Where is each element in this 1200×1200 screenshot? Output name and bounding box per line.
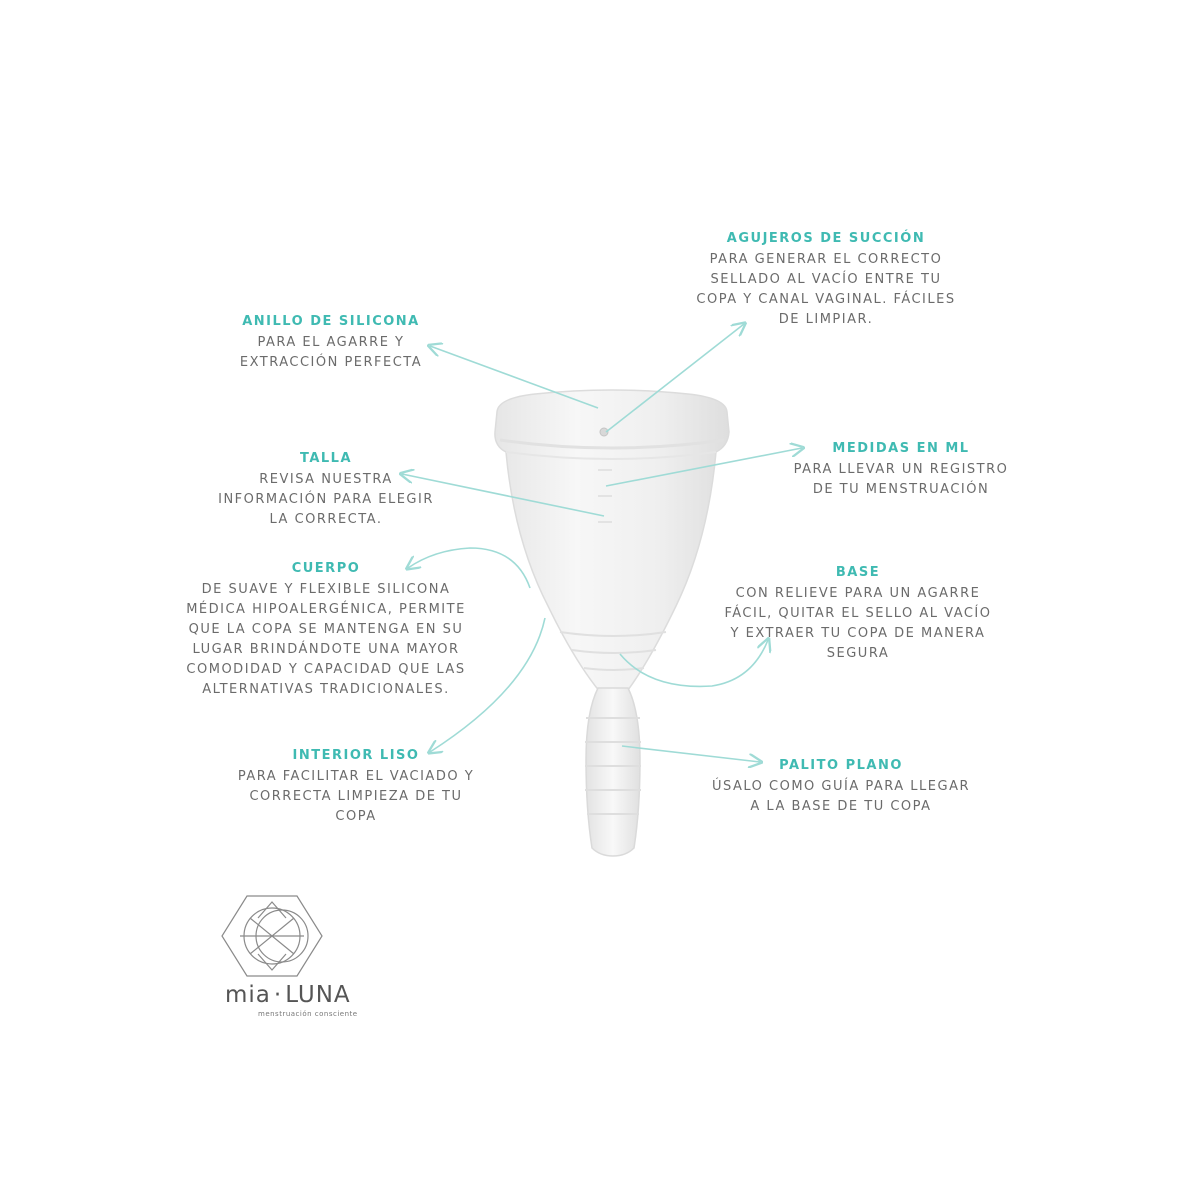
label-talla (176, 449, 476, 530)
talla-title: TALLA (299, 451, 353, 466)
label-base (693, 563, 1023, 664)
interior-desc: PARA FACILITAR EL VACIADO Y CORRECTA LIMPIEZA DE TU COPA (237, 769, 475, 824)
base-desc: CON RELIEVE PARA UN AGARRE FÁCIL, QUITAR EL SELLO AL VACÍO Y EXTRAER TU COPA DE MANERA SEGURA (724, 586, 992, 661)
label-palito (681, 756, 1001, 817)
cuerpo-desc: DE SUAVE Y FLEXIBLE SILICONA MÉDICA HIPOALERGÉNICA, PERMITE QUE LA COPA SE MANTENGA EN SU LUGAR BRINDÁNDOTE UNA MAYOR COMODIDAD Y CAPACIDAD QUE LAS ALTERNATIVAS TRADICIONALES. (186, 582, 466, 697)
interior-title: INTERIOR LISO (292, 748, 420, 763)
palito-desc: ÚSALO COMO GUÍA PARA LLEGAR A LA BASE DE TU COPA (711, 779, 970, 814)
medidas-desc: PARA LLEVAR UN REGISTRO DE TU MENSTRUACIÓN (793, 462, 1009, 497)
base-title: BASE (835, 565, 881, 580)
label-anillo (196, 312, 466, 373)
brand-separator: · (273, 982, 283, 1008)
medidas-title: MEDIDAS EN ML (832, 441, 970, 456)
anillo-desc: PARA EL AGARRE Y EXTRACCIÓN PERFECTA (239, 335, 423, 370)
brand-logo-text (225, 982, 351, 1008)
brand-name: LUNA (285, 982, 351, 1008)
cuerpo-title: CUERPO (291, 561, 361, 576)
label-agujeros (676, 229, 976, 330)
anillo-title: ANILLO DE SILICONA (242, 314, 420, 329)
agujeros-title: AGUJEROS DE SUCCIÓN (726, 231, 926, 246)
label-medidas (756, 439, 1046, 500)
brand-logo-icon (222, 896, 322, 976)
brand-tagline: menstruación consciente (258, 1010, 358, 1018)
talla-desc: REVISA NUESTRA INFORMACIÓN PARA ELEGIR LA CORRECTA. (218, 472, 434, 527)
palito-title: PALITO PLANO (779, 758, 903, 773)
cup-stem (586, 688, 640, 856)
brand-prefix: mia (225, 982, 271, 1008)
agujeros-desc: PARA GENERAR EL CORRECTO SELLADO AL VACÍO ENTRE TU COPA Y CANAL VAGINAL. FÁCILES DE LIMPIAR. (696, 252, 956, 327)
label-interior (196, 746, 516, 827)
label-cuerpo (156, 559, 496, 700)
